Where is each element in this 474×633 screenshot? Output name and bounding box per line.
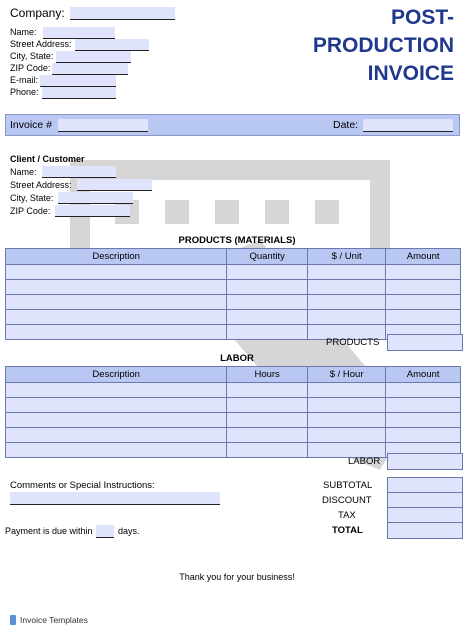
sender-name-field[interactable] <box>43 27 115 39</box>
sender-email-field[interactable] <box>40 75 116 87</box>
cell[interactable] <box>227 428 307 443</box>
cell[interactable] <box>6 428 227 443</box>
comments-field[interactable] <box>10 492 220 505</box>
date-label: Date: <box>333 119 359 131</box>
labor-col-hours: Hours <box>227 367 307 383</box>
client-street-label: Street Address: <box>10 180 72 190</box>
title-line-2: PRODUCTION <box>312 34 454 57</box>
cell[interactable] <box>227 280 308 295</box>
sender-name-label: Name: <box>10 27 37 37</box>
cell[interactable] <box>307 310 385 325</box>
comments-label: Comments or Special Instructions: <box>10 480 155 491</box>
cell[interactable] <box>386 398 461 413</box>
cell[interactable] <box>386 265 461 280</box>
cell[interactable] <box>386 310 461 325</box>
cell[interactable] <box>386 413 461 428</box>
products-col-amount: Amount <box>386 249 461 265</box>
client-city-label: City, State: <box>10 193 54 203</box>
client-name-field[interactable] <box>42 166 116 178</box>
client-zip-label: ZIP Code: <box>10 206 51 216</box>
subtotal-field[interactable] <box>387 477 463 493</box>
invoice-number-field[interactable] <box>58 119 148 132</box>
products-col-description: Description <box>6 249 227 265</box>
cell[interactable] <box>227 443 307 458</box>
tax-field[interactable] <box>387 507 463 523</box>
cell[interactable] <box>227 310 308 325</box>
sender-city-field[interactable] <box>56 51 131 63</box>
sender-street-label: Street Address: <box>10 39 72 49</box>
date-field[interactable] <box>363 119 453 132</box>
client-name-label: Name: <box>10 167 37 177</box>
products-table <box>5 248 461 340</box>
products-col-unit-price: $ / Unit <box>307 249 385 265</box>
cell[interactable] <box>6 398 227 413</box>
products-col-quantity: Quantity <box>227 249 308 265</box>
sender-zip-label: ZIP Code: <box>10 63 51 73</box>
client-heading: Client / Customer <box>10 154 85 164</box>
sender-zip-field[interactable] <box>52 63 128 75</box>
thank-you-text: Thank you for your business! <box>179 572 295 582</box>
cell[interactable] <box>6 265 227 280</box>
table-row <box>6 383 461 398</box>
labor-heading: LABOR <box>220 353 254 364</box>
table-row <box>6 413 461 428</box>
subtotal-label: SUBTOTAL <box>323 480 373 491</box>
company-label: Company: <box>10 6 65 20</box>
payment-prefix: Payment is due within <box>5 526 93 536</box>
sender-phone-label: Phone: <box>10 87 39 97</box>
cell[interactable] <box>6 413 227 428</box>
table-row <box>6 398 461 413</box>
labor-total-field[interactable] <box>387 453 463 470</box>
title-line-1: POST- <box>390 6 454 29</box>
table-row <box>6 265 461 280</box>
labor-table <box>5 366 461 458</box>
discount-label: DISCOUNT <box>322 495 372 506</box>
cell[interactable] <box>227 383 307 398</box>
total-field[interactable] <box>387 522 463 539</box>
cell[interactable] <box>227 398 307 413</box>
cell[interactable] <box>227 265 308 280</box>
cell[interactable] <box>227 413 307 428</box>
cell[interactable] <box>6 383 227 398</box>
labor-col-description: Description <box>6 367 227 383</box>
cell[interactable] <box>307 428 385 443</box>
cell[interactable] <box>386 295 461 310</box>
company-field[interactable] <box>70 7 175 20</box>
table-row <box>6 280 461 295</box>
table-row <box>6 295 461 310</box>
invoice-number-label: Invoice # <box>10 119 53 131</box>
cell[interactable] <box>307 265 385 280</box>
cell[interactable] <box>6 280 227 295</box>
total-label: TOTAL <box>332 525 363 536</box>
discount-field[interactable] <box>387 492 463 508</box>
cell[interactable] <box>227 295 308 310</box>
products-total-label: PRODUCTS <box>326 337 380 348</box>
cell[interactable] <box>307 413 385 428</box>
cell[interactable] <box>386 280 461 295</box>
payment-days-field[interactable] <box>96 525 114 538</box>
payment-suffix: days. <box>118 526 140 536</box>
cell[interactable] <box>6 295 227 310</box>
products-total-field[interactable] <box>387 334 463 351</box>
labor-total-label: LABOR <box>348 456 381 467</box>
sender-street-field[interactable] <box>75 39 149 51</box>
labor-col-hourly-rate: $ / Hour <box>307 367 385 383</box>
products-heading: PRODUCTS (MATERIALS) <box>178 235 296 246</box>
client-zip-field[interactable] <box>55 205 130 217</box>
cell[interactable] <box>307 383 385 398</box>
cell[interactable] <box>6 310 227 325</box>
client-city-field[interactable] <box>58 192 133 204</box>
footer-logo-text: Invoice Templates <box>20 615 88 625</box>
cell[interactable] <box>6 443 227 458</box>
sender-phone-field[interactable] <box>42 87 116 99</box>
footer-logo-icon <box>10 615 16 625</box>
cell[interactable] <box>307 398 385 413</box>
cell[interactable] <box>386 383 461 398</box>
labor-col-amount: Amount <box>386 367 461 383</box>
cell[interactable] <box>6 325 227 340</box>
cell[interactable] <box>307 280 385 295</box>
table-row <box>6 428 461 443</box>
table-row <box>6 310 461 325</box>
tax-label: TAX <box>338 510 356 521</box>
cell[interactable] <box>307 295 385 310</box>
title-line-3: INVOICE <box>367 62 454 85</box>
sender-email-label: E-mail: <box>10 75 39 85</box>
cell[interactable] <box>386 428 461 443</box>
cell[interactable] <box>227 325 308 340</box>
sender-city-label: City, State: <box>10 51 54 61</box>
client-street-field[interactable] <box>77 179 152 191</box>
